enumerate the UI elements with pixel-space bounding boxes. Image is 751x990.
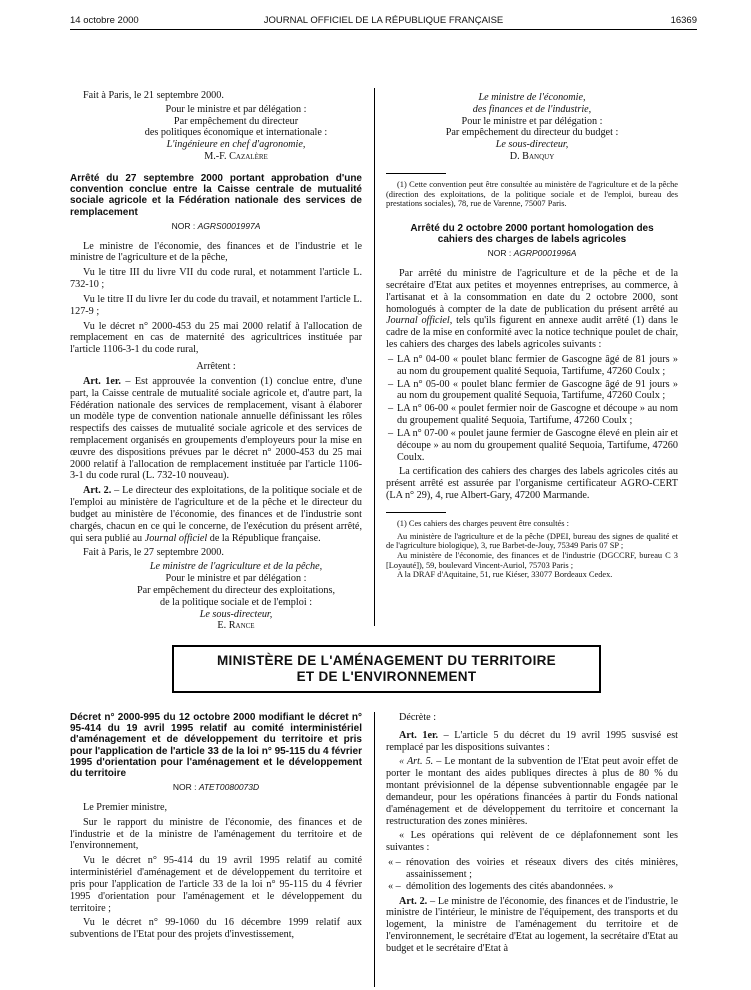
list-item: – LA n° 04-00 « poulet blanc fermier de Gascogne âgé de 81 jours » au nom du groupement qualité Sequoia, Tartifume, 47260 Coulx ; <box>386 354 678 378</box>
quoted-article-5 <box>386 756 678 827</box>
vu-paragraph: Vu le titre III du livre VII du code rural, et notamment l'article L. 732-10 ; <box>70 267 362 291</box>
article-label: Art. 1er. <box>83 375 121 387</box>
nor-label: NOR : <box>487 248 512 259</box>
signature-line: Pour le ministre et par délégation : <box>461 115 603 127</box>
article-1 <box>386 730 678 754</box>
arretent-heading: Arrêtent : <box>196 361 236 373</box>
header-date: 14 octobre 2000 <box>70 15 139 26</box>
nor-label: NOR : <box>172 782 197 793</box>
nor-reference <box>70 222 362 232</box>
signature-role: des finances et de l'industrie, <box>472 103 592 115</box>
body-paragraph: Le Premier ministre, <box>83 801 168 813</box>
article-text: – Le montant de la subvention de l'Etat peut avoir effet de porter le montant des aides publiques directes à plus de 80 % du montant prévisionnel de la dépense subventionnable engagée par le demandeur, pour les opérations financées à partir du Fonds national d'aménagement et de développement du territoire et concernant la restructuration des zones minières. <box>386 756 678 827</box>
signature-role: L'ingénieure en chef d'agronomie, <box>166 139 306 151</box>
header-journal-title: JOURNAL OFFICIEL DE LA RÉPUBLIQUE FRANÇAISE <box>263 15 504 26</box>
signing-place-date: Fait à Paris, le 21 septembre 2000. <box>83 90 224 101</box>
nor-code: ATET0080073D <box>198 782 260 793</box>
footnote-line: A la DRAF d'Aquitaine, 51, rue Kiéser, 33077 Bordeaux Cedex. <box>397 570 613 580</box>
footnote: (1) Cette convention peut être consultée au ministère de l'agriculture et de la pêche (direction des exploitations, de la politique sociale et de l'emploi, bureau des prestations sociales), 78, rue de Varenne, 75007 Paris. <box>386 179 678 209</box>
signature-line: de la politique sociale et de l'emploi : <box>159 596 313 608</box>
body-paragraph: La certification des cahiers des charges des labels agricoles cités au présent arrêté est assurée par l'organisme certificateur AGRO-CERT (LA n° 29), 4, rue Albert-Gary, 47200 Marmande. <box>386 466 678 502</box>
article-2 <box>70 485 362 544</box>
labels-list <box>386 354 678 463</box>
list-item: « – démolition des logements des cités abandonnées. » <box>386 881 678 893</box>
page-header <box>70 15 697 30</box>
footnote-line: Au ministère de l'économie, des finances et de l'industrie (DGCCRF, bureau C 3 [Loyauté]), 59, boulevard Vincent-Auriol, 75703 Paris ; <box>386 550 678 570</box>
signature-block-3 <box>386 92 678 163</box>
journal-name: Journal officiel <box>144 532 208 544</box>
body-paragraph: Vu le décret n° 99-1060 du 16 décembre 1999 relatif aux subventions de l'Etat pour des projets d'investissement, <box>70 917 362 941</box>
operations-list <box>386 857 678 892</box>
journal-name: Journal officiel <box>386 315 450 327</box>
article-text: – Est approuvée la convention (1) conclue entre, d'une part, la Caisse centrale de mutualité sociale agricole et, d'autre part, la Fédération nationale des services de remplacement, visant à élaborer un modèle type de convention nationale annuelle définissant les rôles respectifs des caisses de mutualité sociale agricole et des services de remplacement organisés en groupements d'employeurs pour la mise en œuvre des dispositions prévues par le décret n° 2000-453 du 25 mai 2000 relatif à l'allocation de remplacement instituée par l'article 1106-3-1 du code rural (L. 732-10 nouveau). <box>70 375 362 482</box>
ministry-banner <box>172 645 601 693</box>
signature-role: Le sous-directeur, <box>199 608 273 620</box>
signature-role: Le ministre de l'agriculture et de la pêche, <box>149 561 323 573</box>
signature-block-2 <box>70 561 362 632</box>
list-item: – LA n° 05-00 « poulet blanc fermier de Gascogne âgé de 91 jours » au nom du groupement qualité Sequoia, Tartifume, 47260 Coulx ; <box>386 379 678 403</box>
banner-line: MINISTÈRE DE L'AMÉNAGEMENT DU TERRITOIRE <box>217 653 556 669</box>
footnote-separator <box>386 173 446 174</box>
right-column-top <box>386 90 678 583</box>
body-text: , tels qu'ils figurent en annexe audit arrêté (1) dans le cadre de la mise en conformité avec la notice technique poulet de chair, les cahiers des charges des labels agricoles suivants : <box>386 315 679 351</box>
article-text: – Le directeur des exploitations, de la politique sociale et de l'emploi au ministère de l'agriculture et de la pêche et le directeur du budget au ministère de l'économie, des finances et de l'industrie sont chargés, chacun en ce qui le concerne, de l'exécution du présent arrêté, qui sera publié au <box>70 485 362 544</box>
article-label: Art. 2. <box>83 485 112 497</box>
article-text: – L'article 5 du décret du 19 avril 1995 susvisé est remplacé par les dispositions suivantes : <box>386 729 678 753</box>
header-page-number: 16369 <box>670 15 697 26</box>
list-item: « – rénovation des voiries et réseaux divers des cités minières, assainissement ; <box>386 857 678 881</box>
body-text: Par arrêté du ministre de l'agriculture et de la pêche et de la secrétaire d'Etat aux petites et moyennes entreprises, au commerce, à l'artisanat et à la consommation en date du 2 octobre 2000, sont homologués à compter de la date de publication du présent arrêté au <box>386 268 678 315</box>
signature-line: Par empêchement du directeur <box>173 115 299 127</box>
signature-line: Par empêchement du directeur du budget : <box>445 127 619 139</box>
decrete-heading: Décrète : <box>399 712 437 723</box>
list-item: – LA n° 07-00 « poulet jaune fermier de Gascogne élevé en plein air et découpe » au nom du groupement qualité Sequoia, Tartifume, 47260 Coulx. <box>386 428 678 463</box>
nor-code: AGRP0001996A <box>513 248 577 259</box>
article-text: de la République française. <box>207 532 321 544</box>
article-2 <box>386 896 678 955</box>
signature-role: Le ministre de l'économie, <box>478 92 586 103</box>
left-column-bottom <box>70 712 362 944</box>
body-paragraph: Sur le rapport du ministre de l'économie, des finances et de l'industrie et de la ministre de l'aménagement du territoire et de l'environnement, <box>70 816 362 852</box>
right-column-bottom <box>386 712 678 958</box>
vu-paragraph: Vu le titre II du livre Ier du code du travail, et notamment l'article L. 127-9 ; <box>70 293 362 317</box>
article-label: « Art. 5. <box>399 756 434 768</box>
article-label: Art. 1er. <box>399 729 439 741</box>
nor-reference <box>386 249 678 259</box>
list-item: – LA n° 06-00 « poulet fermier noir de Gascogne et découpe » au nom du groupement qualité Sequoia, Tartifume, 47260 Coulx ; <box>386 403 678 427</box>
arrete-title: Arrêté du 27 septembre 2000 portant approbation d'une convention conclue entre la Caisse centrale de mutualité sociale agricole et la Fédération nationale des services de remplacement <box>70 172 362 218</box>
arrete-title: Arrêté du 2 octobre 2000 portant homologation des cahiers des charges de labels agricoles <box>410 222 654 246</box>
signature-name: E. Rance <box>217 620 255 632</box>
signature-block-1 <box>70 104 362 163</box>
nor-code: AGRS0001997A <box>197 220 261 231</box>
article-label: Art. 2. <box>399 895 428 907</box>
body-paragraph <box>386 268 678 351</box>
footnote-line: Au ministère de l'agriculture et de la pêche (DPEI, bureau des signes de qualité et de l'agriculture biologique), 3, rue Barbet-de-Jouy, 75349 Paris 07 SP ; <box>386 531 678 551</box>
banner-line: ET DE L'ENVIRONNEMENT <box>296 669 477 684</box>
vu-paragraph: Vu le décret n° 2000-453 du 25 mai 2000 relatif à l'allocation de remplacement en cas de maternité des agricultrices instituée par l'article 1106-3-1 du code rural, <box>70 320 362 356</box>
signature-name: M.-F. Cazalère <box>204 151 268 163</box>
footnote: (1) Ces cahiers des charges peuvent être consultés : <box>397 518 569 528</box>
signature-line: Pour le ministre et par délégation : <box>165 573 307 585</box>
column-divider-bottom <box>374 712 375 987</box>
decret-title: Décret n° 2000-995 du 12 octobre 2000 modifiant le décret n° 95-414 du 19 avril 1995 relatif au comité interministériel d'aménagement et de développement du territoire et pris pour l'application de l'article 33 de la loi n° 95-115 du 4 février 1995 d'orientation pour l'aménagement et le développement du territoire <box>70 712 362 779</box>
nor-reference <box>70 783 362 793</box>
signature-role: Le sous-directeur, <box>495 139 569 151</box>
signature-line: Pour le ministre et par délégation : <box>165 103 307 115</box>
article-1 <box>70 376 362 482</box>
left-column-top <box>70 90 362 632</box>
nor-label: NOR : <box>171 220 196 231</box>
intro-paragraph: Le ministre de l'économie, des finances et de l'industrie et le ministre de l'agriculture et de la pêche, <box>70 240 362 264</box>
signing-place-date: Fait à Paris, le 27 septembre 2000. <box>83 547 224 559</box>
signature-line: des politiques économique et internationale : <box>144 127 328 139</box>
body-paragraph: Vu le décret n° 95-414 du 19 avril 1995 relatif au comité interministériel d'aménagement et de développement du territoire et pris pour l'application de l'article 33 de la loi n° 95-115 du 4 février 1995 d'orientation pour l'aménagement et le développement du territoire ; <box>70 855 362 914</box>
footnote-separator <box>386 512 446 513</box>
column-divider-top <box>374 88 375 626</box>
signature-line: Par empêchement du directeur des exploitations, <box>136 584 336 596</box>
body-paragraph: « Les opérations qui relèvent de ce déplafonnement sont les suivantes : <box>386 830 678 854</box>
signature-name: D. Banquy <box>509 151 555 163</box>
article-text: – Le ministre de l'économie, des finances et de l'industrie, le ministre de l'intérieur, le ministre de l'équipement, des transports et du logement, la ministre de l'aménagement du territoire et de l'environnement, le secrétaire d'Etat au logement, la secrétaire d'Etat au budget et le secrétaire d'Etat à <box>386 895 678 954</box>
